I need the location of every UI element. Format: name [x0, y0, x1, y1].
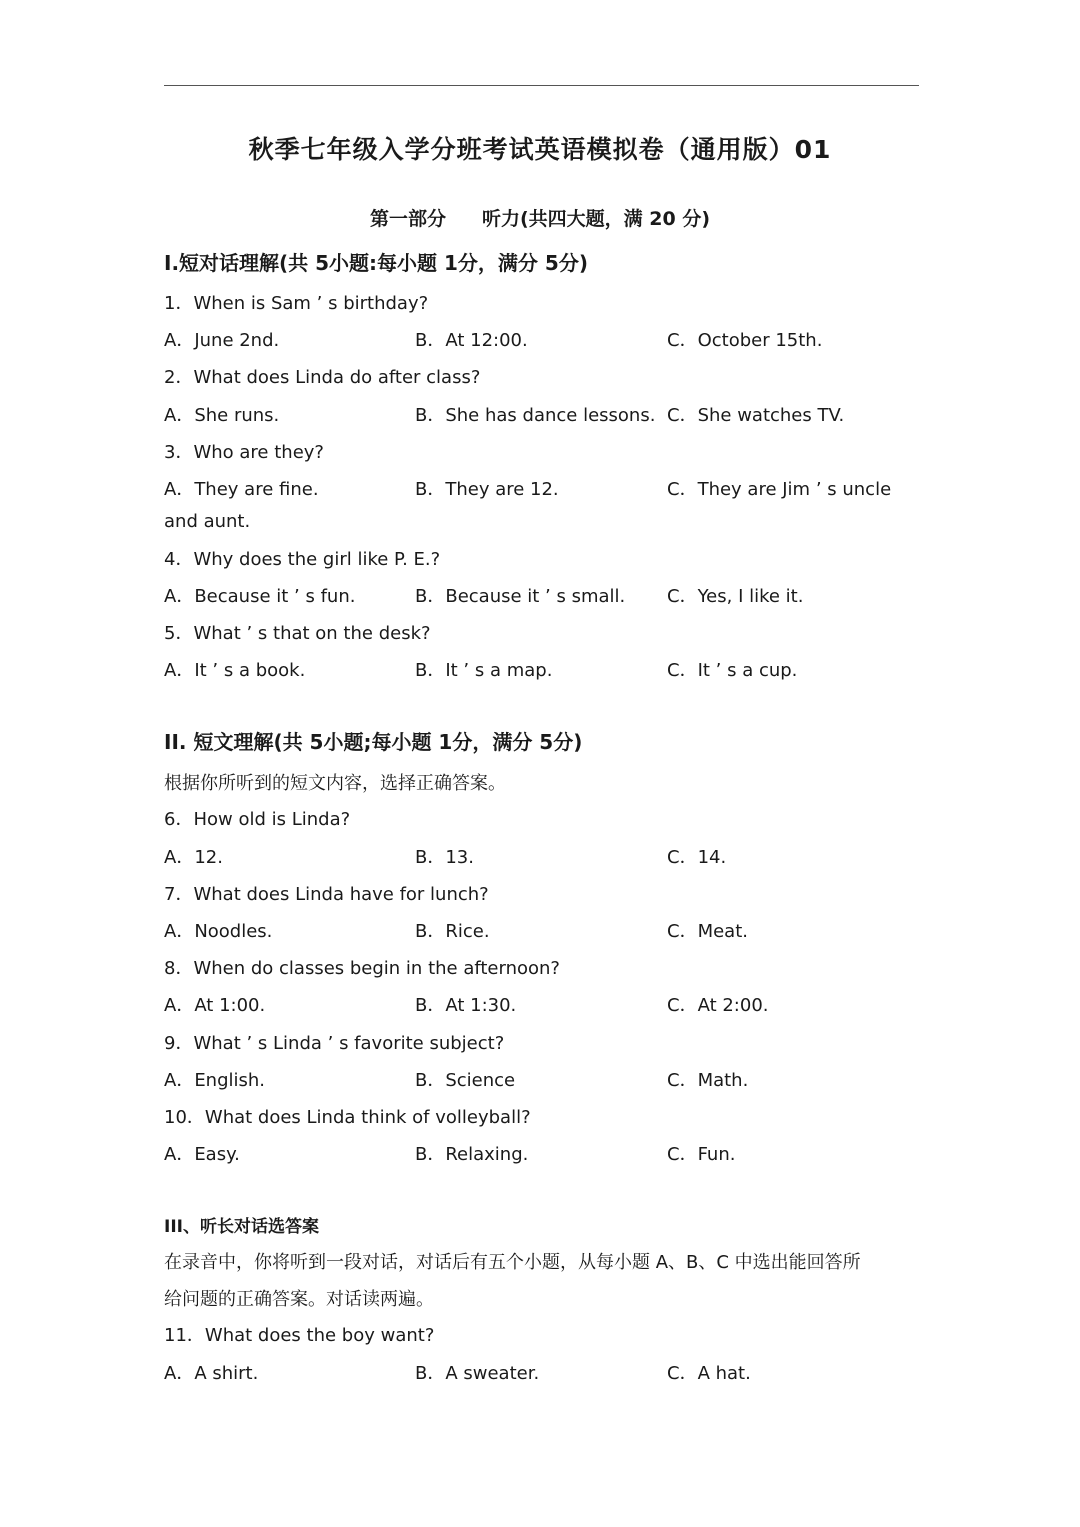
- option-1b: B．At 12:00.: [415, 330, 528, 351]
- option-8a: A．At 1:00.: [164, 995, 266, 1016]
- question-10: 10．What does Linda think of volleyball?: [164, 1107, 531, 1128]
- option-3b: B．They are 12.: [415, 479, 559, 500]
- question-11: 11．What does the boy want?: [164, 1325, 435, 1346]
- option-5c: C．It ’ s a cup.: [667, 660, 798, 681]
- question-7: 7．What does Linda have for lunch?: [164, 884, 489, 905]
- option-6b: B．13.: [415, 847, 474, 868]
- option-4a: A．Because it ’ s fun.: [164, 586, 356, 607]
- option-3a: A．They are fine.: [164, 479, 319, 500]
- section-heading-1: I.短对话理解(共 5小题:每小题 1分，满分 5分): [164, 251, 588, 275]
- part-name: 第一部分: [369, 208, 446, 230]
- option-11b: B．A sweater.: [415, 1363, 540, 1384]
- section-3-instruction-line-2: 给问题的正确答案。对话读两遍。: [164, 1289, 434, 1310]
- option-9b: B．Science: [415, 1070, 516, 1091]
- section-3-instruction-line-1: 在录音中，你将听到一段对话，对话后有五个小题，从每小题 A、B、C 中选出能回答所: [164, 1252, 861, 1273]
- question-1: 1．When is Sam ’ s birthday?: [164, 293, 429, 314]
- header-rule: [164, 85, 919, 86]
- option-6c: C．14.: [667, 847, 727, 868]
- option-11c: C．A hat.: [667, 1363, 751, 1384]
- option-2c: C．She watches TV.: [667, 405, 845, 426]
- question-9: 9．What ’ s Linda ’ s favorite subject?: [164, 1033, 505, 1054]
- option-6a: A．12.: [164, 847, 223, 868]
- question-2: 2．What does Linda do after class?: [164, 367, 481, 388]
- option-9a: A．English.: [164, 1070, 266, 1091]
- option-2a: A．She runs.: [164, 405, 280, 426]
- option-1c: C．October 15th.: [667, 330, 823, 351]
- option-10a: A．Easy.: [164, 1144, 240, 1165]
- option-1a: A．June 2nd.: [164, 330, 280, 351]
- option-10b: B．Relaxing.: [415, 1144, 529, 1165]
- question-5: 5．What ’ s that on the desk?: [164, 623, 431, 644]
- part-heading: [0, 204, 1080, 231]
- option-5a: A．It ’ s a book.: [164, 660, 306, 681]
- option-4b: B．Because it ’ s small.: [415, 586, 626, 607]
- question-6: 6．How old is Linda?: [164, 809, 351, 830]
- option-5b: B．It ’ s a map.: [415, 660, 553, 681]
- question-8: 8．When do classes begin in the afternoon?: [164, 958, 560, 979]
- option-7c: C．Meat.: [667, 921, 748, 942]
- option-3c: C．They are Jim ’ s uncle: [667, 479, 892, 500]
- option-2b: B．She has dance lessons.: [415, 405, 656, 426]
- option-8c: C．At 2:00.: [667, 995, 769, 1016]
- option-3c-continuation: and aunt.: [164, 511, 251, 532]
- option-7a: A．Noodles.: [164, 921, 273, 942]
- section-heading-2: II. 短文理解(共 5小题;每小题 1分，满分 5分): [164, 730, 583, 754]
- section-heading-3: III、听长对话选答案: [164, 1217, 319, 1237]
- document-title: 秋季七年级入学分班考试英语模拟卷（通用版）01: [248, 135, 832, 164]
- option-11a: A．A shirt.: [164, 1363, 259, 1384]
- section-2-instruction: 根据你所听到的短文内容，选择正确答案。: [164, 773, 506, 794]
- option-9c: C．Math.: [667, 1070, 749, 1091]
- option-10c: C．Fun.: [667, 1144, 736, 1165]
- option-4c: C．Yes, I like it.: [667, 586, 804, 607]
- option-8b: B．At 1:30.: [415, 995, 517, 1016]
- option-7b: B．Rice.: [415, 921, 490, 942]
- part-subtitle: 听力(共四大题，满 20 分): [481, 208, 711, 230]
- question-4: 4．Why does the girl like P. E.?: [164, 549, 441, 570]
- question-3: 3．Who are they?: [164, 442, 324, 463]
